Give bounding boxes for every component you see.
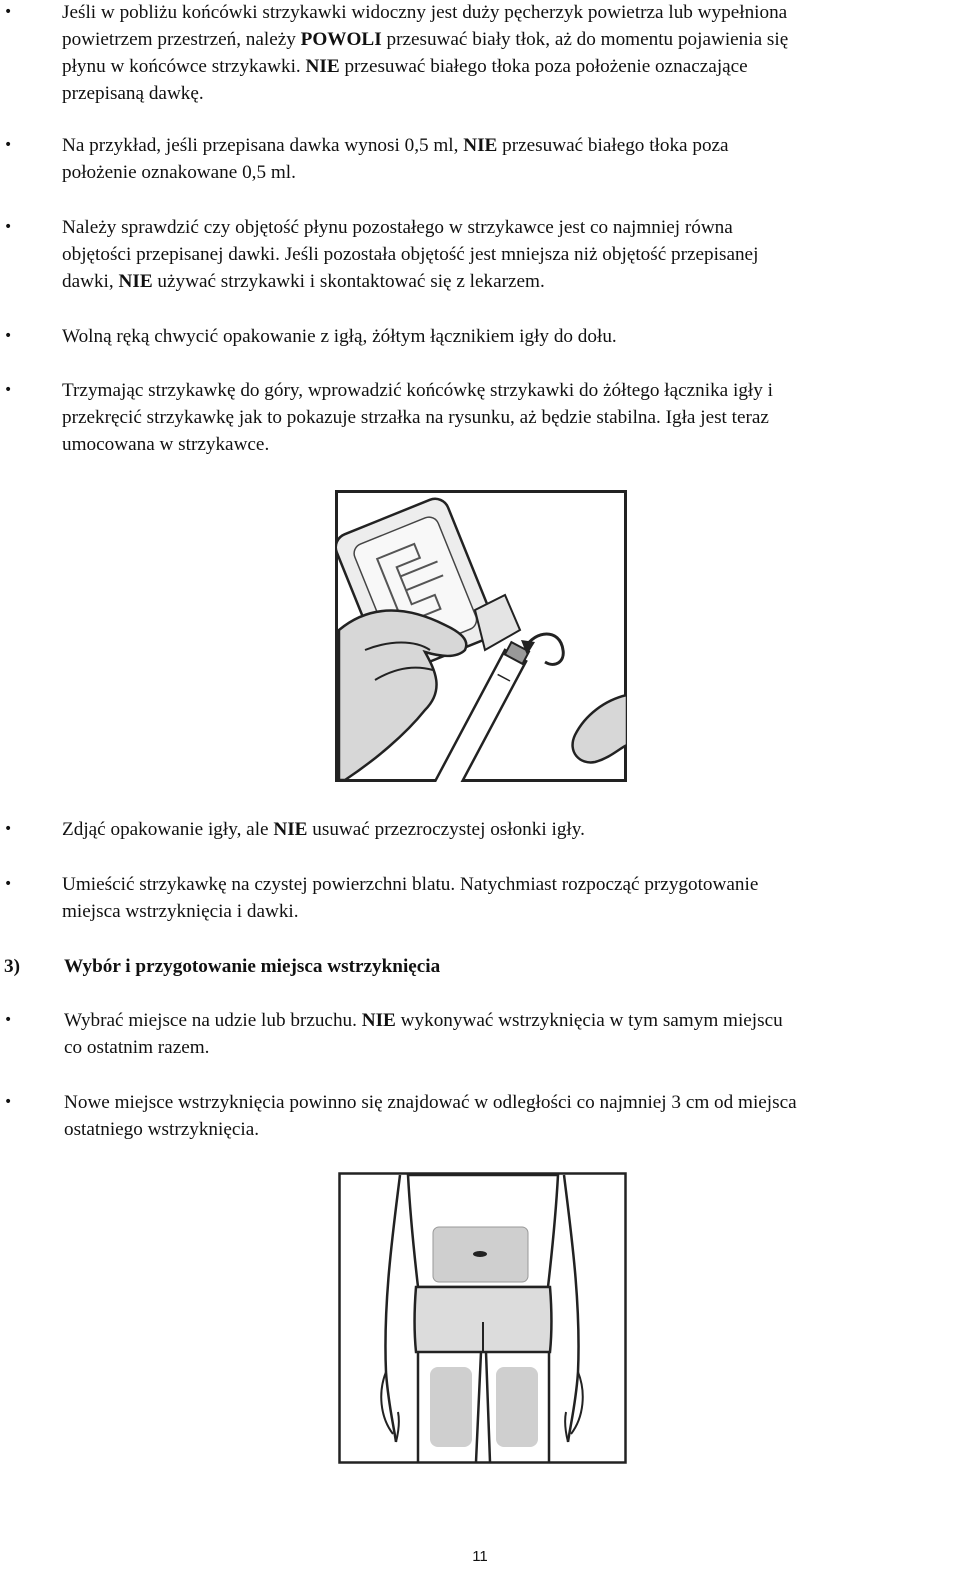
emphasis: NIE [361,1010,396,1031]
text-line: dawki, NIE używać strzykawki i skontaktować się z lekarzem. [62,271,545,292]
section-number: 3) [4,956,20,977]
bullet-marker: • [4,821,13,837]
emphasis: POWOLI [300,29,382,50]
bullet-marker: • [4,1094,13,1110]
bullet-text [64,1089,956,1143]
section-title: Wybór i przygotowanie miejsca wstrzyknięcia [64,956,441,977]
emphasis: NIE [305,56,340,77]
bullet-text [62,214,956,295]
bullet-marker: • [4,4,13,20]
bullet-marker: • [4,328,13,344]
text-line: umocowana w strzykawce. [62,434,270,455]
bullet-text [62,132,956,186]
text-line: Umieścić strzykawkę na czystej powierzchni blatu. Natychmiast rozpocząć przygotowanie [62,874,759,895]
bullet-marker: • [4,219,13,235]
text-line: Wybrać miejsce na udzie lub brzuchu. NIE wykonywać wstrzyknięcia w tym samym miejscu [64,1010,783,1031]
bullet-marker: • [4,876,13,892]
bullet-text [62,377,956,458]
emphasis: NIE [118,271,153,292]
page-number: 11 [472,1548,488,1565]
text-line: ostatniego wstrzyknięcia. [64,1119,260,1140]
bullet-text [62,816,956,843]
bullet-text [64,1007,956,1061]
text-line: położenie oznakowane 0,5 ml. [62,162,296,183]
text-line: przekręcić strzykawkę jak to pokazuje strzałka na rysunku, aż będzie stabilna. Igła jest teraz [62,407,769,428]
text-line: Zdjąć opakowanie igły, ale NIE usuwać przezroczystej osłonki igły. [62,819,585,840]
bullet-marker: • [4,137,13,153]
bullet-marker: • [4,1012,13,1028]
text-line: płynu w końcówce strzykawki. NIE przesuwać białego tłoka poza położenie oznaczające [62,56,748,77]
bullet-marker: • [4,382,13,398]
text-line: miejsca wstrzyknięcia i dawki. [62,901,299,922]
text-line: Wolną ręką chwycić opakowanie z igłą, żółtym łącznikiem igły do dołu. [62,326,617,347]
emphasis: NIE [463,135,498,156]
injection-sites-illustration [338,1172,627,1464]
bullet-text [62,871,956,925]
text-line: Trzymając strzykawkę do góry, wprowadzić końcówkę strzykawki do żółtego łącznika igły i [62,380,773,401]
emphasis: NIE [273,819,308,840]
text-line: Nowe miejsce wstrzyknięcia powinno się znajdować w odległości co najmniej 3 cm od miejsca [64,1092,797,1113]
text-line: powietrzem przestrzeń, należy POWOLI przesuwać biały tłok, aż do momentu pojawienia się [62,29,789,50]
text-line: co ostatnim razem. [64,1037,210,1058]
text-line: Na przykład, jeśli przepisana dawka wynosi 0,5 ml, NIE przesuwać białego tłoka poza [62,135,729,156]
text-line: objętości przepisanej dawki. Jeśli pozostała objętość jest mniejsza niż objętość przepisanej [62,244,759,265]
bullet-text [62,323,956,350]
bullet-text [62,0,956,107]
text-line: Jeśli w pobliżu końcówki strzykawki widoczny jest duży pęcherzyk powietrza lub wypełniona [62,2,788,23]
text-line: przepisaną dawkę. [62,83,204,104]
text-line: Należy sprawdzić czy objętość płynu pozostałego w strzykawce jest co najmniej równa [62,217,733,238]
syringe-needle-illustration [335,490,627,782]
